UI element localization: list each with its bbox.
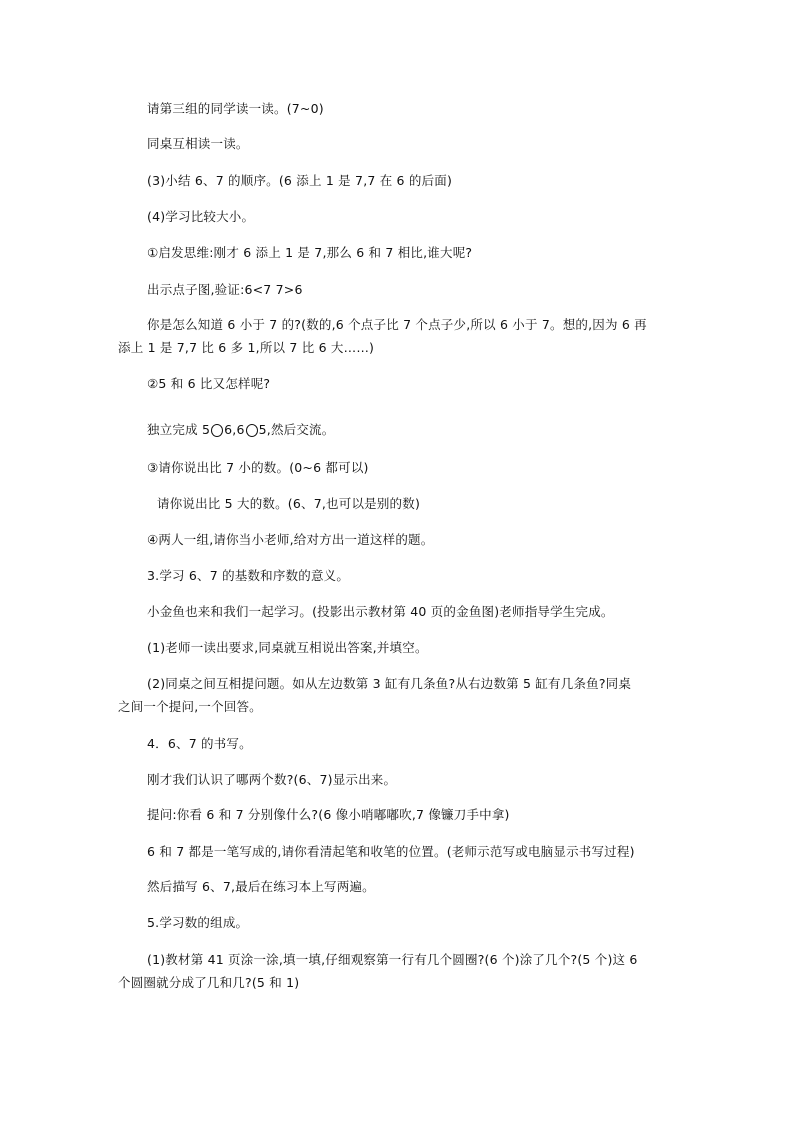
compare-suffix: 5,然后交流。: [258, 422, 335, 437]
paragraph: 请第三组的同学读一读。(7~0): [147, 101, 324, 116]
paragraph: 你是怎么知道 6 小于 7 的?(数的,6 个点子比 7 个点子少,所以 6 小于 7。想的,因为 6 再: [147, 317, 647, 332]
paragraph: 小金鱼也来和我们一起学习。(投影出示教材第 40 页的金鱼图)老师指导学生完成。: [147, 604, 614, 619]
section-heading: 4．6、7 的书写。: [147, 736, 252, 751]
paragraph: (3)小结 6、7 的顺序。(6 添上 1 是 7,7 在 6 的后面): [147, 173, 453, 188]
compare-exercise-line: [147, 421, 334, 438]
blank-circle-icon: [246, 424, 258, 437]
paragraph: 请你说出比 5 大的数。(6、7,也可以是别的数): [157, 496, 421, 511]
section-heading: 5.学习数的组成。: [147, 915, 249, 930]
compare-middle: 6,6: [224, 422, 245, 437]
paragraph: 提问:你看 6 和 7 分别像什么?(6 像小哨嘟嘟吹,7 像镰刀手中拿): [147, 807, 510, 822]
paragraph: 6 和 7 都是一笔写成的,请你看清起笔和收笔的位置。(老师示范写或电脑显示书写过程): [147, 844, 635, 859]
paragraph: (2)同桌之间互相提问题。如从左边数第 3 缸有几条鱼?从右边数第 5 缸有几条鱼?同桌: [147, 676, 632, 691]
paragraph: ②5 和 6 比又怎样呢?: [147, 376, 271, 391]
paragraph: ③请你说出比 7 小的数。(0~6 都可以): [147, 460, 369, 475]
paragraph: ①启发思维:刚才 6 添上 1 是 7,那么 6 和 7 相比,谁大呢?: [147, 245, 473, 260]
paragraph-continuation: 添上 1 是 7,7 比 6 多 1,所以 7 比 6 大……): [118, 340, 375, 355]
compare-prefix: 独立完成 5: [147, 422, 211, 437]
paragraph: ④两人一组,请你当小老师,给对方出一道这样的题。: [147, 532, 434, 547]
paragraph: 同桌互相读一读。: [147, 136, 249, 151]
paragraph: 然后描写 6、7,最后在练习本上写两遍。: [147, 879, 375, 894]
paragraph: (4)学习比较大小。: [147, 209, 255, 224]
paragraph: 刚才我们认识了哪两个数?(6、7)显示出来。: [147, 772, 397, 787]
paragraph-continuation: 个圆圈就分成了几和几?(5 和 1): [118, 975, 300, 990]
section-heading: 3.学习 6、7 的基数和序数的意义。: [147, 568, 350, 583]
paragraph-continuation: 之间一个提问,一个回答。: [118, 699, 262, 714]
paragraph: (1)老师一读出要求,同桌就互相说出答案,并填空。: [147, 640, 428, 655]
blank-circle-icon: [211, 424, 223, 437]
paragraph: (1)教材第 41 页涂一涂,填一填,仔细观察第一行有几个圆圈?(6 个)涂了几个?(5 个)这 6: [147, 952, 638, 967]
paragraph: 出示点子图,验证:6<7 7>6: [147, 282, 303, 297]
